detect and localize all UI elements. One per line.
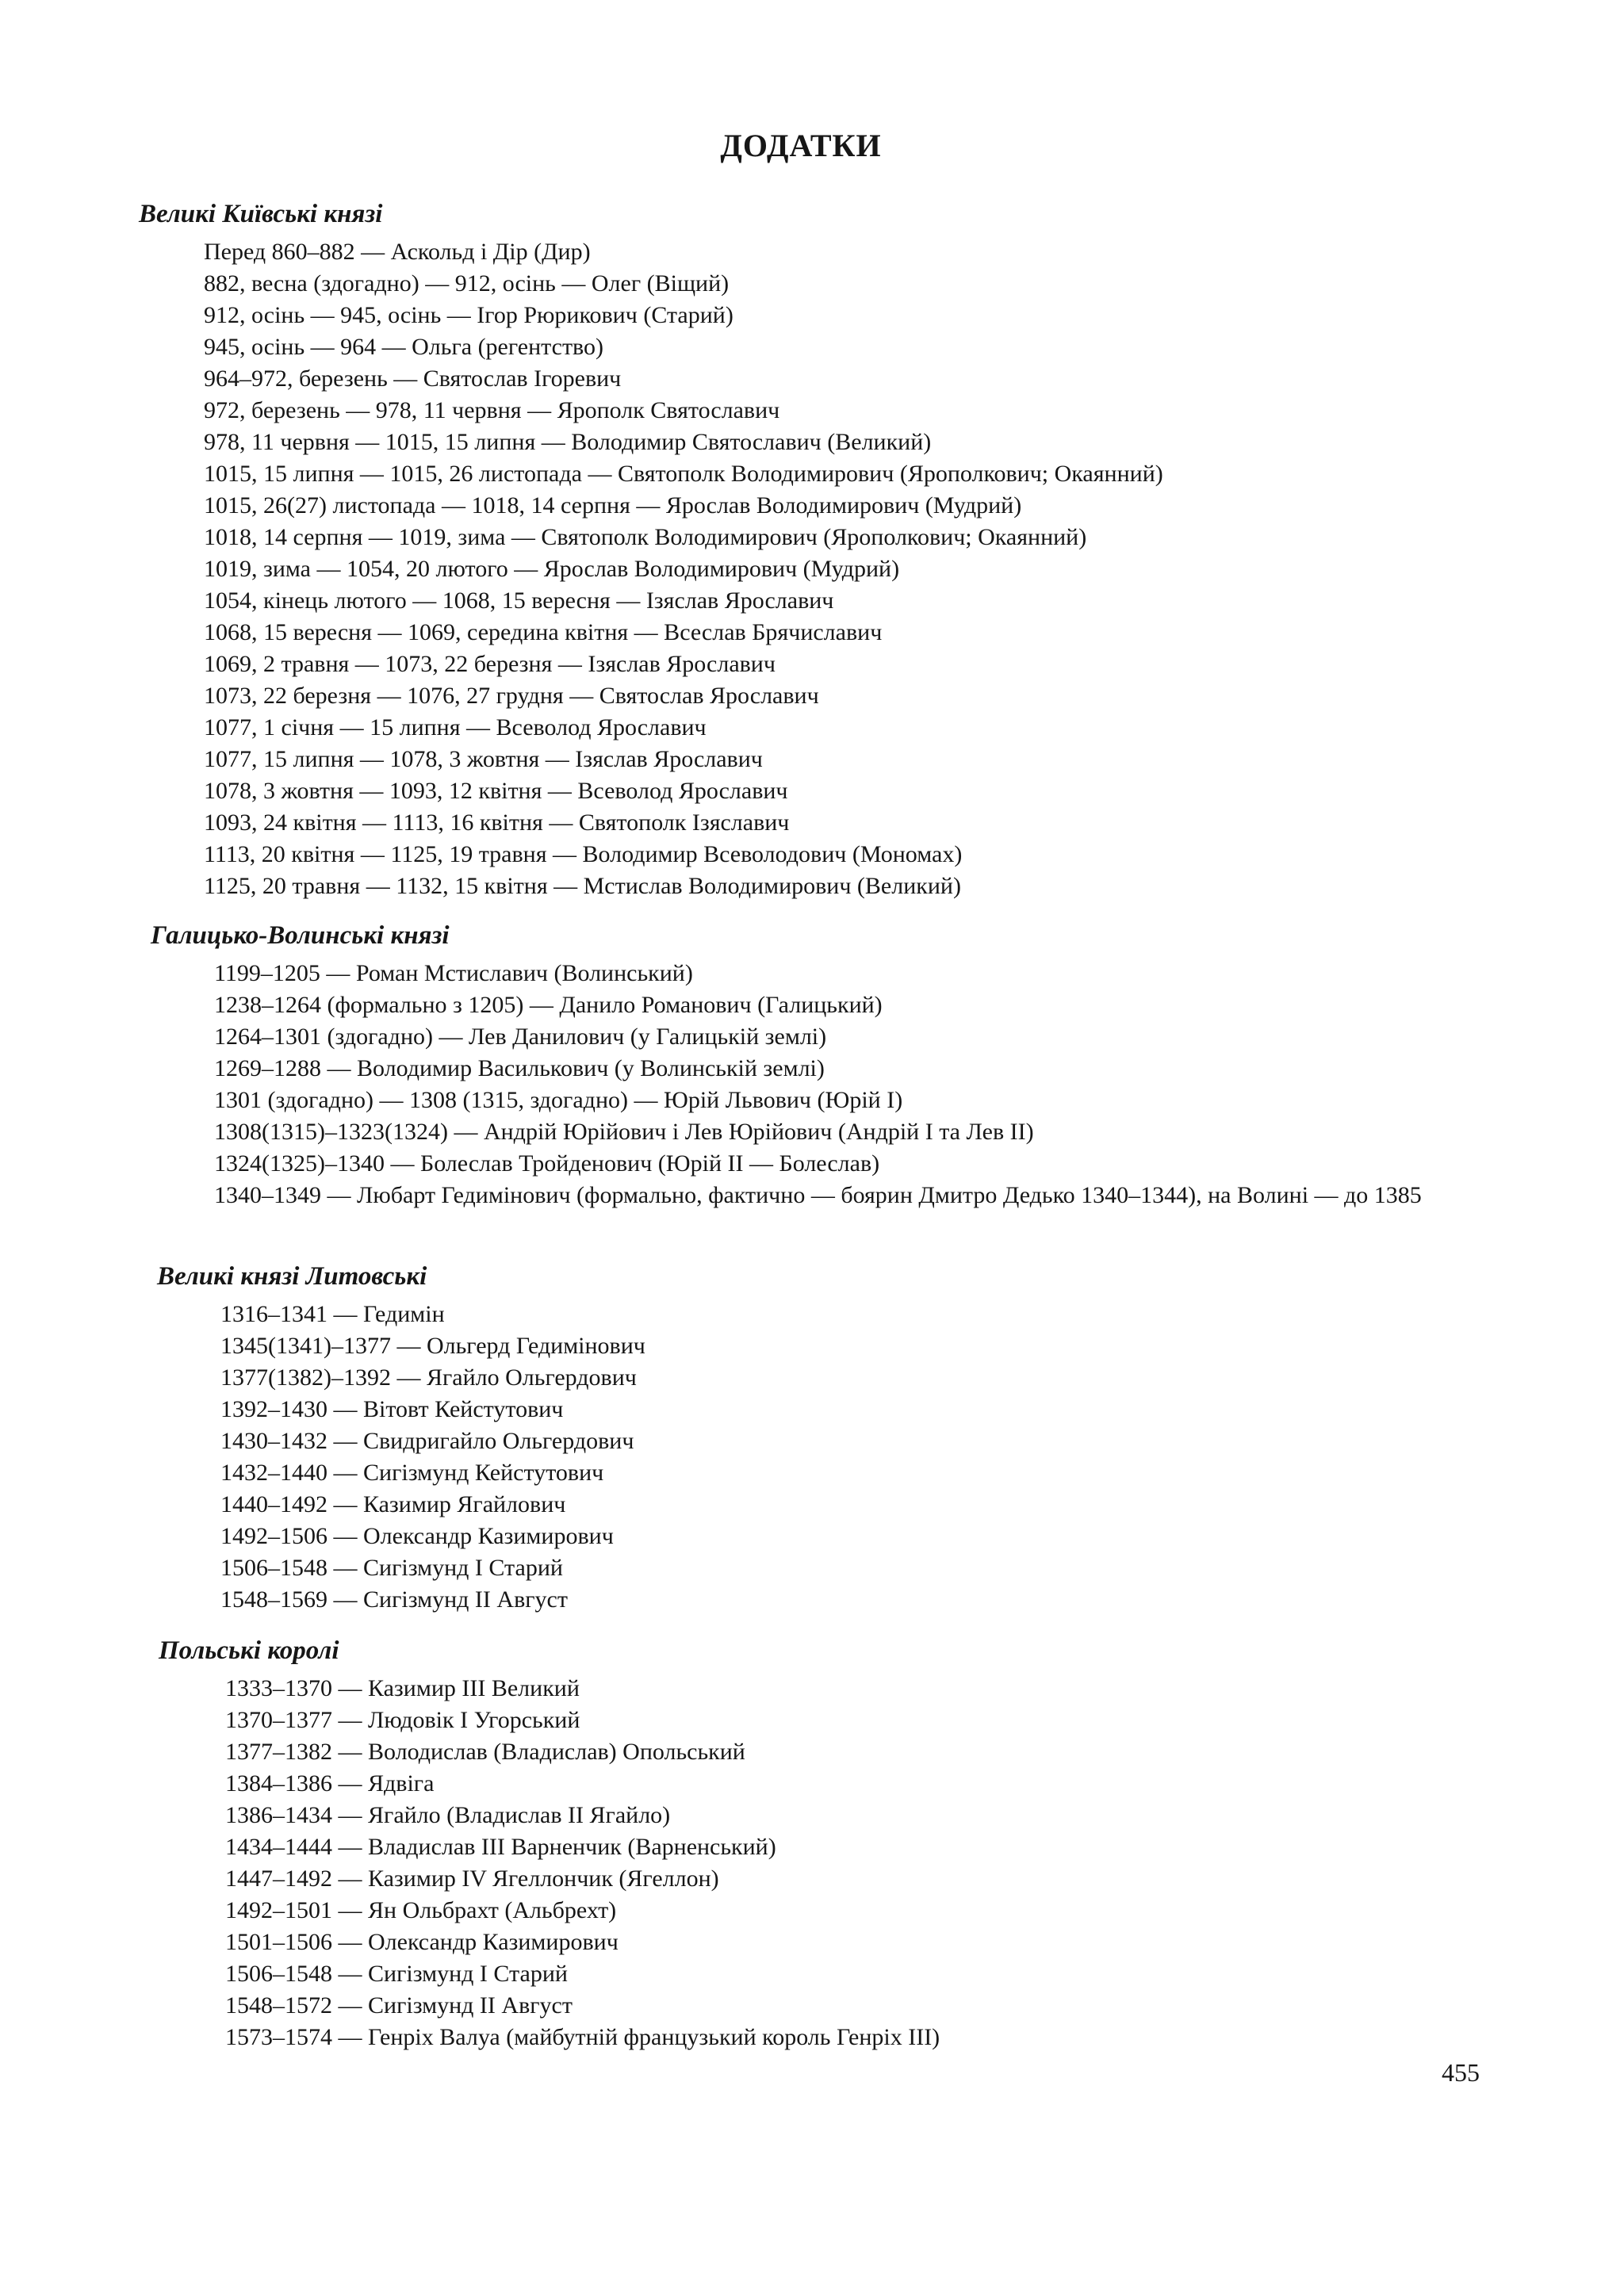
section-lithuanian-grand-dukes <box>157 1259 645 1616</box>
entry-list <box>225 1673 940 2053</box>
list-item: 1015, 26(27) листопада — 1018, 14 серпня — Ярослав Володимирович (Мудрий) <box>204 492 1022 519</box>
list-item: 1324(1325)–1340 — Болеслав Тройденович (Юрій II — Болеслав) <box>214 1150 880 1177</box>
entry-list <box>204 236 1163 902</box>
section-galician-volhynian-princes <box>151 918 1491 1211</box>
list-item: 1434–1444 — Владислав III Варненчик (Варненський) <box>225 1834 776 1860</box>
list-item: 1506–1548 — Сигізмунд І Старий <box>220 1555 563 1581</box>
list-item: 1125, 20 травня — 1132, 15 квітня — Мстислав Володимирович (Великий) <box>204 873 961 899</box>
list-item: 1316–1341 — Гедимін <box>220 1301 445 1327</box>
list-item: 1018, 14 серпня — 1019, зима — Святополк Володимирович (Ярополкович; Окаянний) <box>204 524 1087 550</box>
list-item: Перед 860–882 — Аскольд і Дір (Дир) <box>204 239 591 265</box>
list-item: 1392–1430 — Вітовт Кейстутович <box>220 1396 564 1422</box>
list-item: 882, весна (здогадно) — 912, осінь — Олег (Віщий) <box>204 270 730 297</box>
section-polish-kings <box>159 1633 940 2053</box>
list-item: 1447–1492 — Казимир IV Ягеллончик (Ягеллон) <box>225 1866 719 1892</box>
list-item: 1073, 22 березня — 1076, 27 грудня — Святослав Ярославич <box>204 683 819 709</box>
list-item: 1506–1548 — Сигізмунд І Старий <box>225 1961 568 1987</box>
list-item: 1113, 20 квітня — 1125, 19 травня — Володимир Всеволодович (Мономах) <box>204 841 963 867</box>
list-item: 1548–1569 — Сигізмунд II Август <box>220 1586 568 1613</box>
list-item: 1093, 24 квітня — 1113, 16 квітня — Святополк Ізяславич <box>204 809 790 836</box>
list-item: 945, осінь — 964 — Ольга (регентство) <box>204 334 604 360</box>
list-item: 1019, зима — 1054, 20 лютого — Ярослав Володимирович (Мудрий) <box>204 556 900 582</box>
list-item: 978, 11 червня — 1015, 15 липня — Володимир Святославич (Великий) <box>204 429 932 455</box>
list-item: 1377–1382 — Володислав (Владислав) Опольський <box>225 1739 745 1765</box>
list-item: 1077, 15 липня — 1078, 3 жовтня — Ізяслав Ярославич <box>204 746 763 772</box>
list-item: 912, осінь — 945, осінь — Ігор Рюрикович (Старий) <box>204 302 733 328</box>
list-item: 1068, 15 вересня — 1069, середина квітня — Всеслав Брячиславич <box>204 619 883 645</box>
list-item: 1377(1382)–1392 — Ягайло Ольгердович <box>220 1364 637 1391</box>
list-item: 1015, 15 липня — 1015, 26 листопада — Святополк Володимирович (Ярополкович; Окаянний) <box>204 461 1163 487</box>
list-item: 1430–1432 — Свидригайло Ольгердович <box>220 1428 634 1454</box>
list-item: 1308(1315)–1323(1324) — Андрій Юрійович і Лев Юрійович (Андрій І та Лев II) <box>214 1119 1034 1145</box>
list-item: 1264–1301 (здогадно) — Лев Данилович (у Галицькій землі) <box>214 1024 827 1050</box>
list-item: 1078, 3 жовтня — 1093, 12 квітня — Всеволод Ярославич <box>204 778 788 804</box>
list-item: 1492–1506 — Олександр Казимирович <box>220 1523 614 1549</box>
page-number: 455 <box>1442 2058 1480 2087</box>
list-item: 1345(1341)–1377 — Ольгерд Гедимінович <box>220 1333 645 1359</box>
list-item: 1440–1492 — Казимир Ягайлович <box>220 1491 566 1517</box>
list-item: 1573–1574 — Генріх Валуа (майбутній французький король Генріх III) <box>225 2024 940 2050</box>
entry-list <box>214 958 1491 1211</box>
section-title: Галицько-Волинські князі <box>151 921 450 950</box>
list-item: 1199–1205 — Роман Мстиславич (Волинський) <box>214 960 693 986</box>
list-item: 1384–1386 — Ядвіга <box>225 1770 435 1797</box>
list-item: 1548–1572 — Сигізмунд II Август <box>225 1992 573 2019</box>
section-kyiv-princes <box>139 197 1163 902</box>
entry-list <box>220 1299 645 1616</box>
list-item: 1054, кінець лютого — 1068, 15 вересня — Ізяслав Ярославич <box>204 587 834 614</box>
list-item: 1340–1349 — Любарт Гедимінович (формально, фактично — боярин Дмитро Дедько 1340–1344), на Волині — до 1385 <box>214 1182 1422 1208</box>
list-item: 1269–1288 — Володимир Василькович (у Волинській землі) <box>214 1055 825 1081</box>
page-title: ДОДАТКИ <box>720 128 882 163</box>
list-item: 1333–1370 — Казимир III Великий <box>225 1675 580 1701</box>
list-item: 1501–1506 — Олександр Казимирович <box>225 1929 619 1955</box>
section-title: Великі князі Литовські <box>157 1262 427 1291</box>
list-item: 1386–1434 — Ягайло (Владислав II Ягайло) <box>225 1802 671 1828</box>
list-item: 1492–1501 — Ян Ольбрахт (Альбрехт) <box>225 1897 617 1923</box>
list-item: 1301 (здогадно) — 1308 (1315, здогадно) — Юрій Львович (Юрій І) <box>214 1087 903 1113</box>
list-item: 1077, 1 січня — 15 липня — Всеволод Ярославич <box>204 714 707 740</box>
list-item: 1432–1440 — Сигізмунд Кейстутович <box>220 1460 604 1486</box>
list-item: 1238–1264 (формально з 1205) — Данило Романович (Галицький) <box>214 992 883 1018</box>
list-item: 1370–1377 — Людовік І Угорський <box>225 1707 580 1733</box>
list-item: 972, березень — 978, 11 червня — Ярополк Святославич <box>204 397 780 423</box>
list-item: 964–972, березень — Святослав Ігоревич <box>204 365 622 392</box>
section-title: Великі Київські князі <box>139 200 383 228</box>
section-title: Польські королі <box>159 1636 339 1665</box>
list-item: 1069, 2 травня — 1073, 22 березня — Ізяслав Ярославич <box>204 651 776 677</box>
